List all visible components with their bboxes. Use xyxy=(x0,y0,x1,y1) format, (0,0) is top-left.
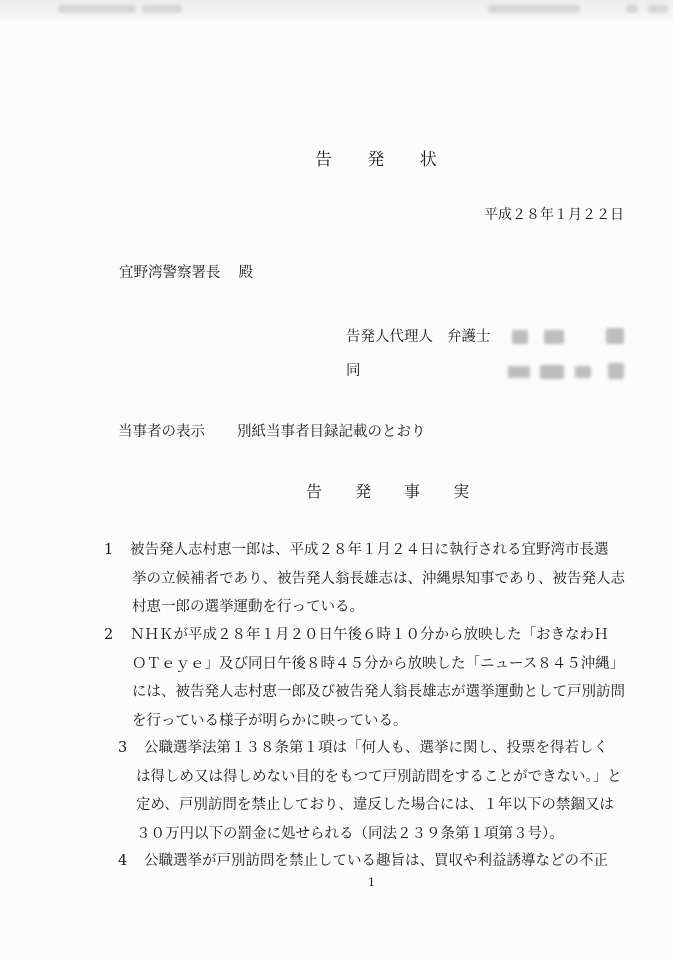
paragraph-line: ＮＨＫが平成２８年１月２０日午後６時１０分から放映した「おきなわＨ xyxy=(130,627,609,643)
paragraph-number: 2 xyxy=(104,627,114,643)
agent-label: 告発人代理人 xyxy=(346,329,433,345)
paragraph-line: 公職選挙が戸別訪問を禁止している趣旨は、買収や利益誘導などの不正 xyxy=(144,853,608,869)
page-number: 1 xyxy=(368,876,375,889)
paragraph-number: 4 xyxy=(118,853,128,869)
paragraph-line: 村恵一郎の選挙運動を行っている。 xyxy=(132,599,364,615)
paragraph-3 xyxy=(118,734,622,848)
paragraph-line: 被告発人志村恵一郎は、平成２８年１月２４日に執行される宜野湾市長選 xyxy=(130,542,609,558)
honorific: 殿 xyxy=(238,265,253,281)
agent-role: 弁護士 xyxy=(447,329,491,345)
fax-header-redacted xyxy=(0,0,673,20)
redacted-name-1 xyxy=(512,330,528,344)
paragraph-line: には、被告発人志村恵一郎及び被告発人翁長雄志が選挙運動として戸別訪問 xyxy=(132,684,625,700)
paragraph-line: 挙の立候補者であり、被告発人翁長雄志は、沖縄県知事であり、被告発人志 xyxy=(132,570,625,587)
paragraph-number: 3 xyxy=(118,740,128,756)
section-heading: 告 発 事 実 xyxy=(306,482,484,501)
party-value: 別紙当事者目録記載のとおり xyxy=(237,424,426,440)
paragraph-line: 公職選挙法第１３８条第１項は「何人も、選挙に関し、投票を得若しく xyxy=(144,740,608,756)
paragraph-4 xyxy=(118,847,608,876)
document-date: 平成２８年１月２２日 xyxy=(484,207,624,223)
paragraph-line: 定め、戸別訪問を禁止しており、違反した場合には、１年以下の禁錮又は xyxy=(136,797,614,813)
redacted-name-4 xyxy=(508,366,530,378)
redacted-name-5 xyxy=(540,365,564,379)
paragraph-1 xyxy=(104,536,625,622)
paragraph-line: ３０万円以下の罰金に処せられる（同法２３９条第１項第３号）。 xyxy=(136,825,564,842)
redacted-name-3 xyxy=(606,328,624,344)
agent-line xyxy=(346,330,491,345)
redacted-name-6 xyxy=(575,366,591,378)
addressee: 宜野湾警察署長 xyxy=(119,265,221,281)
redacted-name-7 xyxy=(608,363,624,379)
paragraph-2 xyxy=(104,621,625,735)
paragraph-line: は得しめ又は得しめない目的をもつて戸別訪問をすることができない。」と xyxy=(136,768,622,785)
addressee-line xyxy=(119,266,253,281)
party-line xyxy=(118,425,426,440)
paragraph-line: ＯＴｅｙｅ」及び同日午後８時４５分から放映した「ニュース８４５沖縄」 xyxy=(132,655,625,672)
same-label: 同 xyxy=(346,363,361,379)
redacted-name-2 xyxy=(544,330,564,344)
paragraph-number: 1 xyxy=(104,542,114,558)
document-title: 告 発 状 xyxy=(315,150,452,170)
party-label: 当事者の表示 xyxy=(118,424,205,440)
paragraph-line: を行っている様子が明らかに映っている。 xyxy=(132,712,408,729)
